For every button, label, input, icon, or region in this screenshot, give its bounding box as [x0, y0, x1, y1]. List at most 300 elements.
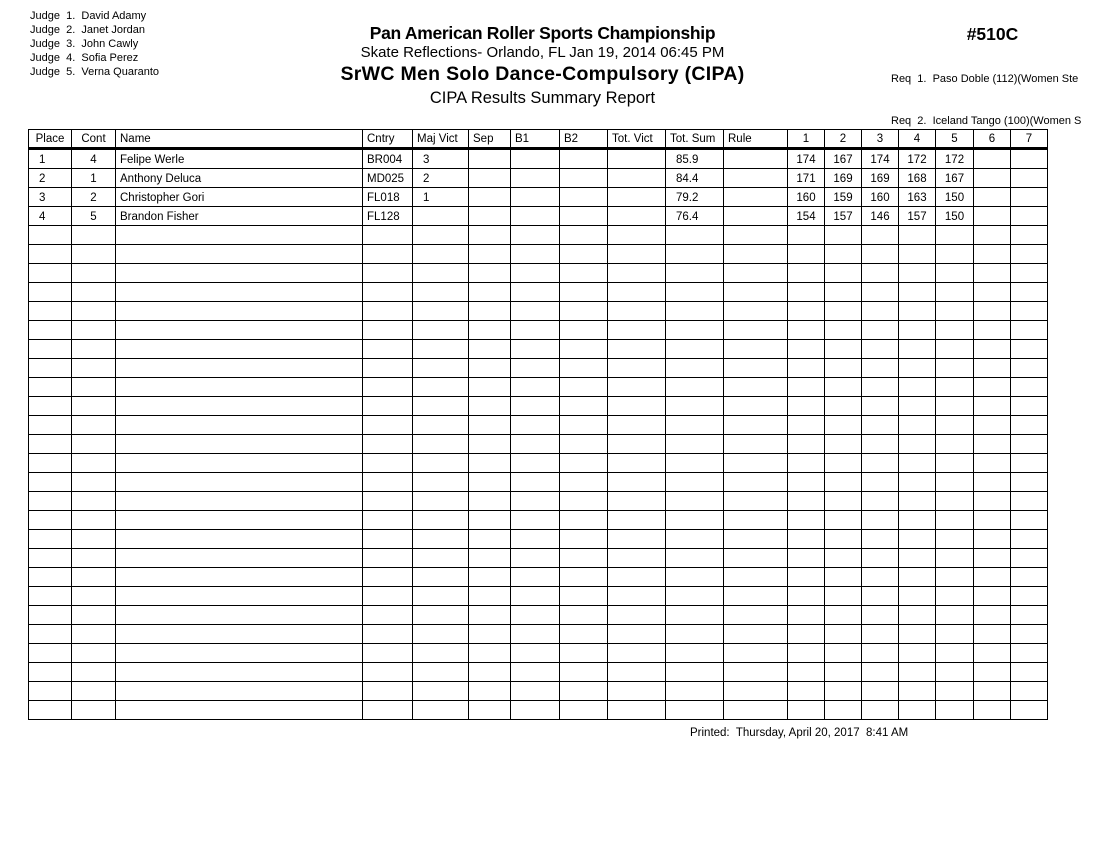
- empty-cell: [1011, 283, 1048, 302]
- empty-cell: [560, 340, 608, 359]
- empty-cell: [363, 340, 413, 359]
- judge-1: Judge 1. David Adamy: [30, 10, 147, 22]
- empty-cell: [560, 644, 608, 663]
- empty-cell: [608, 587, 666, 606]
- empty-cell: [511, 644, 560, 663]
- empty-cell: [1011, 530, 1048, 549]
- empty-cell: [608, 644, 666, 663]
- cell-judge-4: 157: [899, 207, 936, 226]
- empty-cell: [413, 511, 469, 530]
- cell-rule: [724, 169, 788, 188]
- empty-cell: [936, 682, 974, 701]
- empty-cell: [469, 378, 511, 397]
- cell-tot-vict: [608, 207, 666, 226]
- empty-cell: [862, 587, 899, 606]
- empty-cell: [469, 625, 511, 644]
- empty-cell: [899, 663, 936, 682]
- cell-judge-5: 167: [936, 169, 974, 188]
- empty-cell: [511, 492, 560, 511]
- empty-cell: [608, 435, 666, 454]
- empty-cell: [560, 302, 608, 321]
- col-maj-vict: Maj Vict: [413, 130, 469, 149]
- empty-cell: [511, 321, 560, 340]
- empty-cell: [116, 454, 363, 473]
- empty-cell: [788, 549, 825, 568]
- empty-cell: [862, 549, 899, 568]
- report-titles: [300, 22, 785, 109]
- cell-cont: 1: [72, 169, 116, 188]
- empty-cell: [936, 416, 974, 435]
- cell-judge-7: [1011, 188, 1048, 207]
- empty-cell: [788, 511, 825, 530]
- empty-cell: [116, 416, 363, 435]
- cell-b1: [511, 188, 560, 207]
- empty-cell: [724, 340, 788, 359]
- cell-judge-5: 150: [936, 207, 974, 226]
- empty-cell: [29, 492, 72, 511]
- empty-cell: [560, 606, 608, 625]
- empty-cell: [936, 511, 974, 530]
- empty-cell: [413, 473, 469, 492]
- empty-cell: [363, 226, 413, 245]
- empty-cell: [724, 283, 788, 302]
- empty-cell: [862, 492, 899, 511]
- cell-b1: [511, 169, 560, 188]
- empty-cell: [1011, 454, 1048, 473]
- empty-cell: [825, 226, 862, 245]
- empty-cell: [724, 473, 788, 492]
- empty-cell: [72, 492, 116, 511]
- empty-cell: [608, 264, 666, 283]
- empty-cell: [974, 492, 1011, 511]
- table-row: [29, 188, 1048, 207]
- empty-cell: [1011, 644, 1048, 663]
- empty-cell: [1011, 587, 1048, 606]
- empty-cell: [413, 492, 469, 511]
- cell-cntry: FL128: [363, 207, 413, 226]
- empty-cell: [936, 663, 974, 682]
- empty-cell: [899, 530, 936, 549]
- empty-cell: [72, 530, 116, 549]
- empty-cell: [608, 530, 666, 549]
- empty-cell: [825, 682, 862, 701]
- empty-table-row: [29, 549, 1048, 568]
- cell-maj-vict: [413, 207, 469, 226]
- empty-cell: [469, 283, 511, 302]
- empty-cell: [469, 587, 511, 606]
- empty-cell: [511, 663, 560, 682]
- empty-cell: [788, 302, 825, 321]
- empty-cell: [862, 340, 899, 359]
- empty-cell: [899, 682, 936, 701]
- empty-cell: [469, 226, 511, 245]
- empty-cell: [29, 378, 72, 397]
- cell-b1: [511, 149, 560, 169]
- empty-cell: [116, 435, 363, 454]
- empty-cell: [511, 397, 560, 416]
- empty-cell: [936, 226, 974, 245]
- empty-cell: [608, 340, 666, 359]
- empty-cell: [72, 283, 116, 302]
- empty-cell: [363, 454, 413, 473]
- empty-cell: [413, 568, 469, 587]
- empty-cell: [469, 264, 511, 283]
- empty-cell: [608, 701, 666, 720]
- cell-judge-3: 146: [862, 207, 899, 226]
- table-row: [29, 169, 1048, 188]
- empty-cell: [1011, 473, 1048, 492]
- empty-cell: [72, 663, 116, 682]
- empty-cell: [724, 701, 788, 720]
- empty-cell: [825, 435, 862, 454]
- empty-cell: [1011, 682, 1048, 701]
- empty-table-row: [29, 492, 1048, 511]
- empty-table-row: [29, 340, 1048, 359]
- empty-cell: [899, 435, 936, 454]
- empty-cell: [363, 378, 413, 397]
- empty-cell: [936, 435, 974, 454]
- empty-cell: [363, 416, 413, 435]
- empty-cell: [974, 587, 1011, 606]
- empty-cell: [936, 473, 974, 492]
- empty-cell: [788, 264, 825, 283]
- empty-cell: [899, 359, 936, 378]
- empty-cell: [862, 682, 899, 701]
- empty-cell: [825, 530, 862, 549]
- empty-cell: [29, 264, 72, 283]
- empty-cell: [413, 549, 469, 568]
- empty-cell: [560, 549, 608, 568]
- empty-cell: [116, 226, 363, 245]
- empty-cell: [413, 435, 469, 454]
- empty-cell: [413, 625, 469, 644]
- empty-cell: [363, 568, 413, 587]
- requirement-2: Req 2. Iceland Tango (100)(Women S: [891, 115, 1082, 127]
- judge-5: Judge 5. Verna Quaranto: [30, 66, 160, 78]
- empty-cell: [608, 682, 666, 701]
- empty-cell: [560, 492, 608, 511]
- empty-cell: [1011, 701, 1048, 720]
- empty-cell: [511, 625, 560, 644]
- empty-cell: [72, 245, 116, 264]
- empty-cell: [788, 226, 825, 245]
- empty-cell: [116, 340, 363, 359]
- empty-cell: [29, 226, 72, 245]
- empty-cell: [363, 587, 413, 606]
- empty-cell: [469, 568, 511, 587]
- empty-cell: [29, 397, 72, 416]
- cell-tot-sum: 84.4: [666, 169, 724, 188]
- empty-cell: [666, 587, 724, 606]
- empty-cell: [29, 625, 72, 644]
- empty-cell: [72, 606, 116, 625]
- empty-cell: [899, 473, 936, 492]
- empty-cell: [116, 606, 363, 625]
- empty-cell: [862, 226, 899, 245]
- empty-cell: [666, 492, 724, 511]
- empty-cell: [724, 321, 788, 340]
- empty-cell: [936, 321, 974, 340]
- empty-cell: [560, 283, 608, 302]
- empty-cell: [724, 302, 788, 321]
- empty-cell: [825, 321, 862, 340]
- empty-cell: [363, 397, 413, 416]
- empty-cell: [899, 587, 936, 606]
- empty-cell: [1011, 511, 1048, 530]
- empty-cell: [511, 511, 560, 530]
- empty-cell: [363, 283, 413, 302]
- empty-cell: [72, 321, 116, 340]
- empty-cell: [936, 264, 974, 283]
- cell-judge-6: [974, 149, 1011, 169]
- empty-table-row: [29, 530, 1048, 549]
- empty-cell: [1011, 340, 1048, 359]
- empty-table-row: [29, 473, 1048, 492]
- col-judge-2: 2: [825, 130, 862, 149]
- empty-cell: [72, 701, 116, 720]
- empty-cell: [974, 549, 1011, 568]
- empty-cell: [72, 302, 116, 321]
- col-tot-sum: Tot. Sum: [666, 130, 724, 149]
- empty-cell: [899, 644, 936, 663]
- empty-cell: [511, 416, 560, 435]
- empty-table-row: [29, 245, 1048, 264]
- empty-cell: [974, 473, 1011, 492]
- empty-table-row: [29, 397, 1048, 416]
- judge-3: Judge 3. John Cawly: [30, 38, 139, 50]
- empty-cell: [413, 340, 469, 359]
- empty-cell: [608, 359, 666, 378]
- empty-cell: [363, 473, 413, 492]
- empty-cell: [511, 473, 560, 492]
- empty-cell: [116, 587, 363, 606]
- empty-cell: [862, 663, 899, 682]
- empty-cell: [666, 454, 724, 473]
- empty-cell: [862, 568, 899, 587]
- cell-place: 3: [29, 188, 72, 207]
- report-title: CIPA Results Summary Report: [429, 89, 656, 107]
- empty-cell: [560, 511, 608, 530]
- empty-cell: [29, 644, 72, 663]
- empty-cell: [974, 416, 1011, 435]
- empty-cell: [413, 397, 469, 416]
- empty-cell: [116, 549, 363, 568]
- empty-cell: [862, 435, 899, 454]
- empty-cell: [413, 530, 469, 549]
- cell-sep: [469, 188, 511, 207]
- empty-cell: [899, 454, 936, 473]
- empty-cell: [825, 549, 862, 568]
- empty-cell: [724, 226, 788, 245]
- results-table: [28, 129, 1048, 720]
- empty-cell: [469, 663, 511, 682]
- empty-cell: [788, 321, 825, 340]
- empty-cell: [936, 644, 974, 663]
- cell-judge-6: [974, 188, 1011, 207]
- empty-cell: [511, 587, 560, 606]
- empty-table-row: [29, 663, 1048, 682]
- empty-cell: [862, 606, 899, 625]
- empty-cell: [413, 302, 469, 321]
- empty-cell: [974, 511, 1011, 530]
- empty-cell: [413, 606, 469, 625]
- empty-cell: [116, 245, 363, 264]
- empty-cell: [72, 511, 116, 530]
- col-b2: B2: [560, 130, 608, 149]
- empty-cell: [469, 682, 511, 701]
- col-sep: Sep: [469, 130, 511, 149]
- empty-cell: [116, 302, 363, 321]
- empty-cell: [825, 587, 862, 606]
- empty-cell: [363, 682, 413, 701]
- empty-cell: [862, 701, 899, 720]
- empty-cell: [936, 245, 974, 264]
- empty-cell: [608, 473, 666, 492]
- empty-cell: [72, 473, 116, 492]
- empty-cell: [899, 511, 936, 530]
- empty-cell: [116, 511, 363, 530]
- cell-name: Christopher Gori: [116, 188, 363, 207]
- empty-cell: [608, 492, 666, 511]
- empty-cell: [666, 321, 724, 340]
- printed-timestamp: Printed: Thursday, April 20, 2017 8:41 AM: [690, 727, 909, 739]
- empty-cell: [363, 663, 413, 682]
- empty-cell: [899, 416, 936, 435]
- empty-cell: [936, 397, 974, 416]
- col-place: Place: [29, 130, 72, 149]
- col-b1: B1: [511, 130, 560, 149]
- empty-cell: [511, 530, 560, 549]
- empty-cell: [1011, 397, 1048, 416]
- col-judge-7: 7: [1011, 130, 1048, 149]
- event-number: #510C: [966, 24, 1019, 44]
- empty-cell: [724, 245, 788, 264]
- cell-judge-1: 171: [788, 169, 825, 188]
- empty-cell: [363, 492, 413, 511]
- empty-cell: [1011, 435, 1048, 454]
- empty-cell: [608, 302, 666, 321]
- empty-cell: [936, 283, 974, 302]
- empty-cell: [724, 435, 788, 454]
- empty-cell: [974, 378, 1011, 397]
- empty-cell: [29, 473, 72, 492]
- empty-cell: [825, 492, 862, 511]
- empty-cell: [511, 264, 560, 283]
- empty-cell: [1011, 226, 1048, 245]
- empty-cell: [825, 568, 862, 587]
- empty-cell: [560, 397, 608, 416]
- empty-cell: [974, 663, 1011, 682]
- empty-cell: [788, 416, 825, 435]
- empty-cell: [469, 606, 511, 625]
- empty-table-row: [29, 701, 1048, 720]
- empty-cell: [899, 568, 936, 587]
- empty-cell: [116, 682, 363, 701]
- empty-cell: [974, 226, 1011, 245]
- col-name: Name: [116, 130, 363, 149]
- empty-cell: [1011, 568, 1048, 587]
- empty-cell: [899, 701, 936, 720]
- cell-place: 1: [29, 149, 72, 169]
- empty-cell: [511, 245, 560, 264]
- empty-cell: [825, 454, 862, 473]
- empty-cell: [608, 606, 666, 625]
- empty-cell: [666, 644, 724, 663]
- empty-cell: [511, 435, 560, 454]
- empty-cell: [788, 682, 825, 701]
- cell-judge-2: 159: [825, 188, 862, 207]
- empty-cell: [363, 245, 413, 264]
- empty-cell: [666, 397, 724, 416]
- empty-cell: [666, 549, 724, 568]
- col-cont: Cont: [72, 130, 116, 149]
- empty-cell: [899, 283, 936, 302]
- empty-cell: [608, 416, 666, 435]
- empty-cell: [666, 340, 724, 359]
- empty-cell: [899, 264, 936, 283]
- empty-cell: [560, 359, 608, 378]
- empty-cell: [72, 226, 116, 245]
- empty-cell: [974, 359, 1011, 378]
- empty-table-row: [29, 226, 1048, 245]
- empty-cell: [862, 454, 899, 473]
- empty-cell: [413, 378, 469, 397]
- empty-cell: [560, 226, 608, 245]
- empty-cell: [29, 568, 72, 587]
- empty-cell: [974, 302, 1011, 321]
- empty-cell: [974, 625, 1011, 644]
- empty-cell: [724, 568, 788, 587]
- col-judge-1: 1: [788, 130, 825, 149]
- empty-cell: [666, 511, 724, 530]
- empty-cell: [1011, 245, 1048, 264]
- empty-cell: [724, 644, 788, 663]
- empty-cell: [116, 644, 363, 663]
- empty-cell: [825, 606, 862, 625]
- empty-cell: [116, 492, 363, 511]
- empty-cell: [116, 378, 363, 397]
- cell-cont: 4: [72, 149, 116, 169]
- empty-cell: [1011, 321, 1048, 340]
- empty-cell: [936, 587, 974, 606]
- cell-judge-7: [1011, 169, 1048, 188]
- empty-cell: [116, 701, 363, 720]
- empty-cell: [666, 416, 724, 435]
- empty-cell: [862, 359, 899, 378]
- empty-cell: [116, 359, 363, 378]
- cell-cntry: FL018: [363, 188, 413, 207]
- empty-cell: [469, 530, 511, 549]
- empty-cell: [608, 663, 666, 682]
- cell-cntry: MD025: [363, 169, 413, 188]
- empty-cell: [29, 283, 72, 302]
- empty-cell: [1011, 625, 1048, 644]
- empty-cell: [862, 302, 899, 321]
- empty-cell: [666, 245, 724, 264]
- cell-b2: [560, 188, 608, 207]
- empty-cell: [560, 625, 608, 644]
- empty-cell: [666, 568, 724, 587]
- empty-cell: [788, 606, 825, 625]
- empty-cell: [899, 549, 936, 568]
- empty-cell: [788, 663, 825, 682]
- empty-cell: [116, 568, 363, 587]
- empty-cell: [936, 359, 974, 378]
- empty-cell: [29, 587, 72, 606]
- empty-cell: [608, 568, 666, 587]
- empty-cell: [936, 625, 974, 644]
- empty-cell: [363, 321, 413, 340]
